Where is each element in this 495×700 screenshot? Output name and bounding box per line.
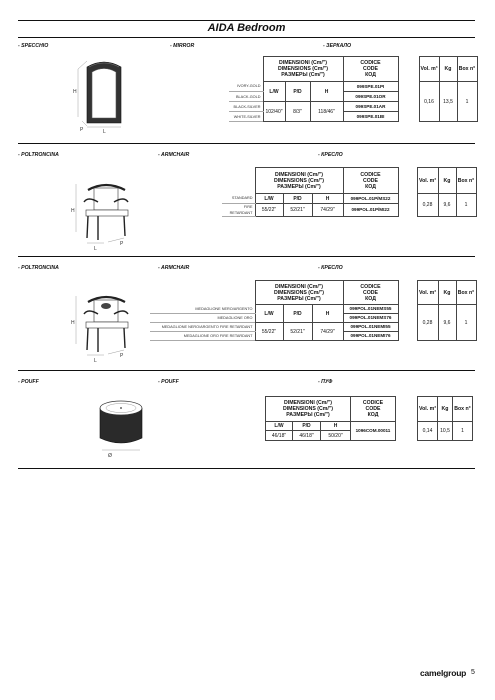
code-header: CODICE CODE КОД xyxy=(343,168,398,194)
dim-diameter-label: Ø xyxy=(108,453,112,459)
col-key-lw: L/W xyxy=(263,82,285,102)
section-label-en: - MIRROR xyxy=(170,43,195,49)
vol-value: 0,16 xyxy=(419,82,439,122)
col-key-pd: P/D xyxy=(283,194,312,204)
product-code: 099POL.01NEMI76 xyxy=(343,332,398,341)
dim-l-label: L xyxy=(103,129,106,135)
dimension-header: DIMENSIONI (Cm/") DIMENSIONS (Cm/") РАЗМЕРЫ (Cm/") xyxy=(255,168,343,194)
section-divider xyxy=(18,143,475,144)
box-header: Box n° xyxy=(453,397,473,422)
col-value-h: 74/29" xyxy=(312,204,343,217)
page-title: AIDA Bedroom xyxy=(207,22,286,34)
header-bottom-rule xyxy=(18,37,475,38)
code-header: CODICE CODE КОД xyxy=(343,281,398,305)
col-value-h: 118/46" xyxy=(310,102,343,122)
section-label-ru: - ПУФ xyxy=(318,379,333,385)
section-label-en: - ARMCHAIR xyxy=(158,265,190,271)
box-value: 1 xyxy=(457,82,477,122)
product-code: 099POL.01P/MI22 xyxy=(343,204,398,217)
dim-p-label: P xyxy=(80,127,84,133)
section-label-it: - POLTRONCINA xyxy=(18,152,59,158)
col-key-h: H xyxy=(321,422,351,431)
kg-value: 13,5 xyxy=(439,82,457,122)
dim-p-label: P xyxy=(120,353,124,359)
col-key-pd: P/D xyxy=(283,305,312,323)
box-header: Box n° xyxy=(456,281,476,305)
col-value-pd: 46/18" xyxy=(293,431,321,441)
vol-value: 0,28 xyxy=(417,305,438,341)
kg-value: 10,5 xyxy=(438,422,453,441)
col-value-lw: 46/18" xyxy=(266,431,293,441)
spec-table xyxy=(222,167,477,217)
col-key-lw: L/W xyxy=(255,305,283,323)
dim-p-label: P xyxy=(120,241,124,247)
vol-header: Vol. m³ xyxy=(419,57,439,82)
col-key-h: H xyxy=(312,305,343,323)
kg-header: Kg xyxy=(438,281,456,305)
kg-value: 9,6 xyxy=(438,194,456,217)
col-key-h: H xyxy=(310,82,343,102)
kg-header: Kg xyxy=(438,397,453,422)
finish-label: WHITE-SILVER xyxy=(229,112,263,122)
dim-h-label: H xyxy=(71,208,75,214)
spec-table xyxy=(150,280,477,341)
code-header: CODICE CODE КОД xyxy=(343,57,398,82)
col-value-lw: 102/40" xyxy=(263,102,285,122)
finish-label: FIRE RETARDANT xyxy=(222,204,255,217)
finish-label: MEDAGLIONE ORO xyxy=(150,314,255,323)
box-value: 1 xyxy=(456,305,476,341)
col-key-lw: L/W xyxy=(266,422,293,431)
col-key-pd: P/D xyxy=(285,82,310,102)
vol-header: Vol. m³ xyxy=(417,168,438,194)
col-value-lw: 55/22" xyxy=(255,204,283,217)
dimension-header: DIMENSIONI (Cm/") DIMENSIONS (Cm/") РАЗМЕРЫ (Cm/") xyxy=(255,281,343,305)
section-label-en: - POUFF xyxy=(158,379,179,385)
section-divider xyxy=(18,468,475,469)
product-code: 099POL.01NEMS55 xyxy=(343,305,398,314)
header-top-rule xyxy=(18,20,475,21)
section-label-it: - POLTRONCINA xyxy=(18,265,59,271)
section-label-ru: - ЗЕРКАЛО xyxy=(323,43,352,49)
section-label-en: - ARMCHAIR xyxy=(158,152,190,158)
dimension-header: DIMENSIONI (Cm/") DIMENSIONS (Cm/") РАЗМЕРЫ (Cm/") xyxy=(266,397,351,422)
box-value: 1 xyxy=(453,422,473,441)
mirror-drawing xyxy=(70,55,130,135)
box-header: Box n° xyxy=(456,168,476,194)
section-divider xyxy=(18,256,475,257)
section-label-it: - POUFF xyxy=(18,379,39,385)
finish-label: IVORY-GOLD xyxy=(229,82,263,92)
col-key-h: H xyxy=(312,194,343,204)
product-code: 1096COM.00011 xyxy=(351,422,396,441)
dim-l-label: L xyxy=(94,358,97,364)
section-divider xyxy=(18,370,475,371)
product-code: 099SPE.01PI xyxy=(343,82,398,92)
finish-label: BLACK-SILVER xyxy=(229,102,263,112)
product-code: 099POL.01NEMS76 xyxy=(343,314,398,323)
col-value-pd: 52/21" xyxy=(283,323,312,341)
col-key-pd: P/D xyxy=(293,422,321,431)
finish-label: STANDARD xyxy=(222,194,255,204)
kg-header: Kg xyxy=(439,57,457,82)
col-key-lw: L/W xyxy=(255,194,283,204)
box-header: Box n° xyxy=(457,57,477,82)
dim-h-label: H xyxy=(73,89,77,95)
col-value-pd: 52/21" xyxy=(283,204,312,217)
vol-header: Vol. m³ xyxy=(417,281,438,305)
armchair-drawing xyxy=(68,172,143,252)
code-header: CODICE CODE КОД xyxy=(351,397,396,422)
product-code: 099POL.01NEMI55 xyxy=(343,323,398,332)
product-code: 099SPE.01AR xyxy=(343,102,398,112)
product-code: 099POL.01P/MS22 xyxy=(343,194,398,204)
col-value-h: 74/29" xyxy=(312,323,343,341)
section-label-it: - SPECCHIO xyxy=(18,43,49,49)
finish-label: MEDAGLIONE NERO/ARGENTO FIRE RETARDANT xyxy=(150,323,255,332)
page-number: 5 xyxy=(471,669,475,676)
product-code: 099SPE.01OR xyxy=(343,92,398,102)
finish-label: MEDAGLIONE NERO/ARGENTO xyxy=(150,305,255,314)
dimension-header: DIMENSIONI (Cm/") DIMENSIONS (Cm/") РАЗМЕРЫ (Cm/") xyxy=(263,57,343,82)
box-value: 1 xyxy=(456,194,476,217)
finish-label: BLACK-GOLD xyxy=(229,92,263,102)
page-header xyxy=(18,20,475,40)
product-code: 099SPE.01BI xyxy=(343,112,398,122)
kg-header: Kg xyxy=(438,168,456,194)
vol-value: 0,28 xyxy=(417,194,438,217)
dim-l-label: L xyxy=(94,246,97,252)
kg-value: 9,6 xyxy=(438,305,456,341)
brand-logo: camelgroup xyxy=(420,668,467,678)
col-value-h: 50/20" xyxy=(321,431,351,441)
finish-label: MEDAGLIONE ORO FIRE RETARDANT xyxy=(150,332,255,341)
section-label-ru: - КРЕСЛО xyxy=(318,152,343,158)
spec-table xyxy=(265,396,473,441)
armchair-medallion-drawing xyxy=(68,284,143,364)
dim-h-label: H xyxy=(71,320,75,326)
pouff-drawing xyxy=(88,394,168,459)
vol-value: 0,14 xyxy=(418,422,438,441)
col-value-pd: 8/3" xyxy=(285,102,310,122)
spec-table xyxy=(229,56,478,122)
section-label-ru: - КРЕСЛО xyxy=(318,265,343,271)
col-value-lw: 55/22" xyxy=(255,323,283,341)
vol-header: Vol. m³ xyxy=(418,397,438,422)
